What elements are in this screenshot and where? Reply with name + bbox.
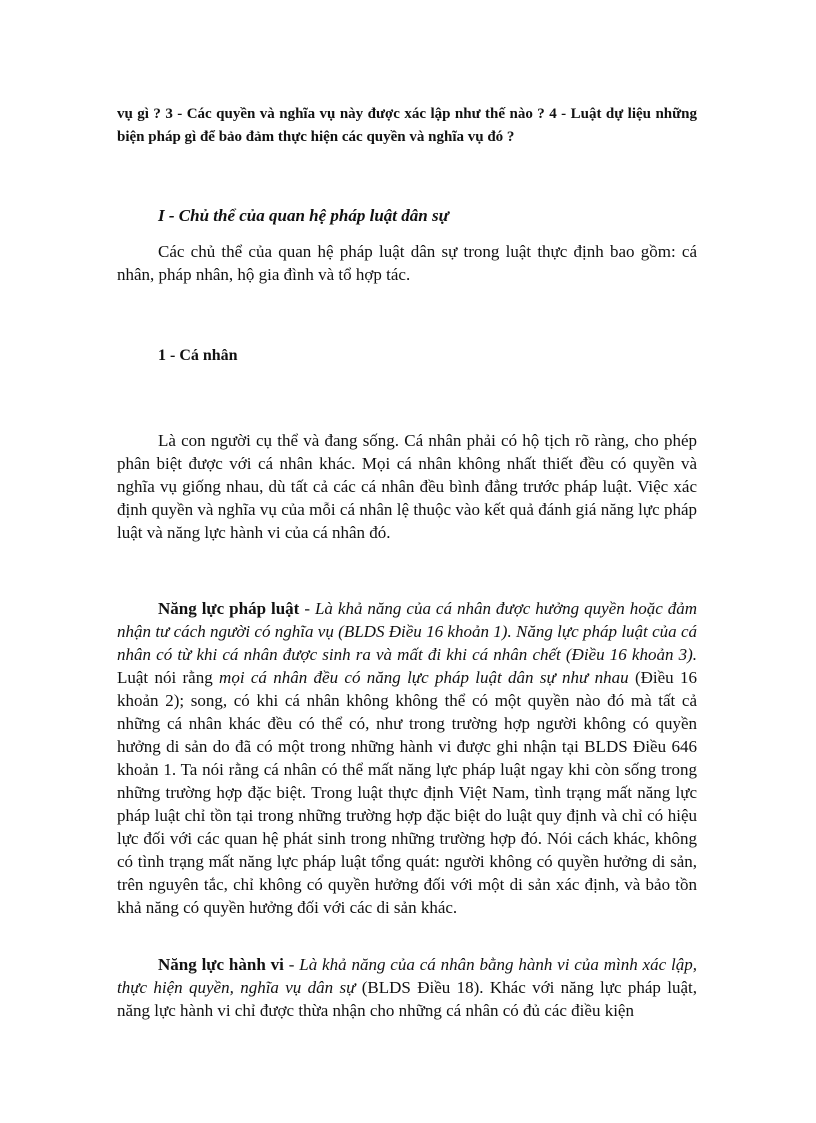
legal-capacity-term: Năng lực pháp luật [158, 599, 300, 618]
section-heading: I - Chủ thể của quan hệ pháp luật dân sự [158, 206, 449, 225]
section-paragraph: Các chủ thể của quan hệ pháp luật dân sự trong luật thực định bao gồm: cá nhân, pháp nhân, hộ gia đình và tổ hợp tác. [117, 242, 697, 284]
act-capacity-dash: - [283, 955, 300, 974]
act-capacity-paragraph [117, 953, 697, 1022]
legal-capacity-italic-2: mọi cá nhân đều có năng lực pháp luật dân sự như nhau [219, 668, 629, 687]
act-capacity-term: Năng lực hành vi [158, 955, 284, 974]
act-capacity-text-1: (BLDS Điều 18). Khác với năng lực pháp luật, năng lực hành vi chỉ được thừa nhận cho những cá nhân có đủ các điều kiện [117, 978, 698, 1020]
act-capacity-definition: Là khả năng của cá nhân bằng hành vi của mình xác lập, thực hiện quyền, nghĩa vụ dân sự [117, 955, 697, 997]
legal-capacity-definition: Là khả năng của cá nhân được hưởng quyền hoặc đảm nhận tư cách người có nghĩa vụ (BLDS Điều 16 khoản 1). Năng lực pháp luật của cá nhân có từ khi cá nhân được sinh ra và mất đi khi cá nhân chết (Điều 16 khoản 3). [117, 599, 697, 664]
legal-capacity-text-1: Luật nói rằng [117, 668, 220, 687]
legal-capacity-text-2: (Điều 16 khoản 2); song, có khi cá nhân không không thể có một quyền nào đó mà tất cả những cá nhân khác đều có thể có, như trong trường hợp người không có quyền hưởng di sản do đã có một trong những hành vi được ghi nhận tại BLDS Điều 646 khoản 1. Ta nói rằng cá nhân có thể mất năng lực pháp luật ngay khi còn sống trong những trường hợp đặc biệt. Trong luật thực định Việt Nam, tình trạng mất năng lực pháp luật chỉ tồn tại trong những trường hợp đặc biệt do luật quy định và chỉ có hiệu lực đối với các quan hệ phát sinh trong những trường hợp đó. Nói cách khác, không có tình trạng mất năng lực pháp luật tổng quát: người không có quyền hưởng di sản, trên nguyên tắc, chỉ không có quyền hưởng đối với một di sản xác định, và bảo tồn khả năng có quyền hưởng đối với các di sản khác. [117, 668, 697, 917]
legal-capacity-paragraph [117, 597, 697, 919]
legal-capacity-dash: - [299, 599, 315, 618]
intro-paragraph: vụ gì ? 3 - Các quyền và nghĩa vụ này được xác lập như thế nào ? 4 - Luật dự liệu những biện pháp gì để bảo đảm thực hiện các quyền và nghĩa vụ đó ? [117, 106, 697, 145]
individual-paragraph: Là con người cụ thể và đang sống. Cá nhân phải có hộ tịch rõ ràng, cho phép phân biệt được với cá nhân khác. Mọi cá nhân không nhất thiết đều có quyền và nghĩa vụ giống nhau, dù tất cả các cá nhân đều bình đẳng trước pháp luật. Việc xác định quyền và nghĩa vụ của mỗi cá nhân lệ thuộc vào kết quả đánh giá năng lực pháp luật và năng lực hành vi của cá nhân đó. [117, 431, 697, 542]
subsection-heading: 1 - Cá nhân [158, 347, 238, 364]
